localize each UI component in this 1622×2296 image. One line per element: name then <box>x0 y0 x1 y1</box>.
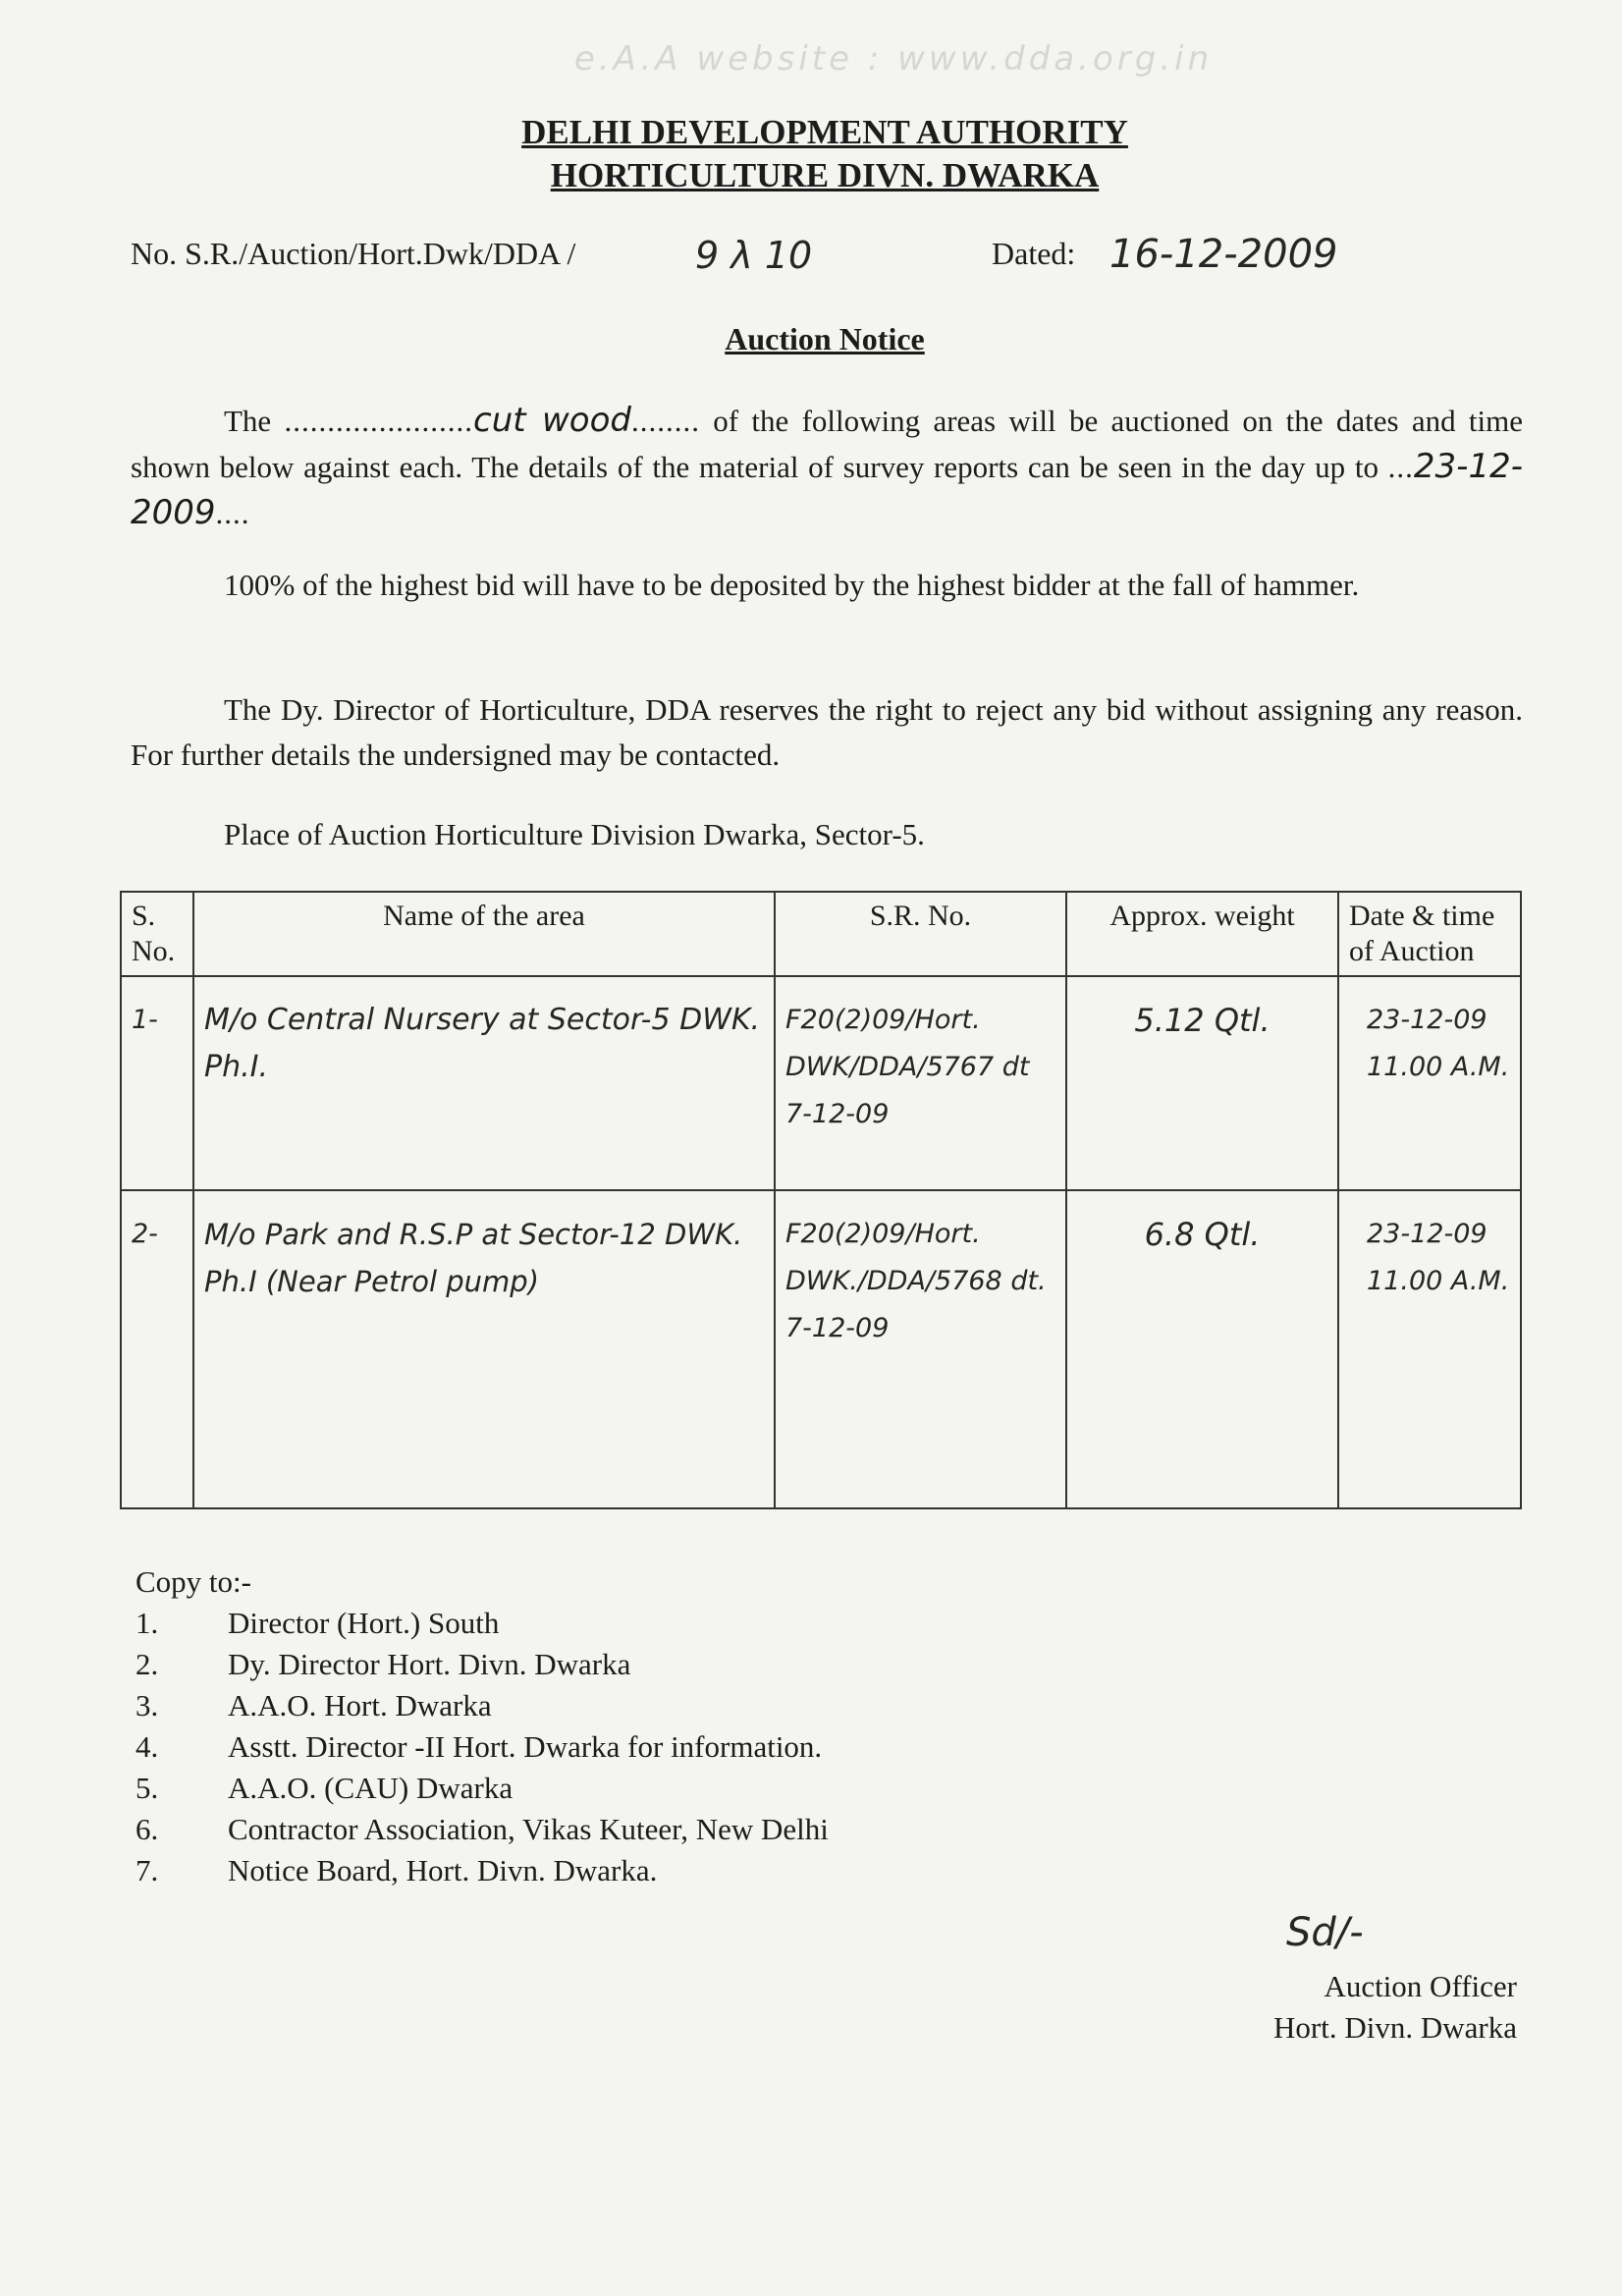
list-item: 6. Contractor Association, Vikas Kuteer, New Delhi <box>135 1812 829 1846</box>
col-header-sno: S. No. <box>121 892 193 976</box>
list-item: 7. Notice Board, Hort. Divn. Dwarka. <box>135 1853 658 1887</box>
copy-to-label: Copy to:- <box>135 1564 251 1599</box>
dotted-blank: ...................... <box>284 404 474 438</box>
col-header-date-time: Date & time of Auction <box>1338 892 1521 976</box>
col-header-area: Name of the area <box>193 892 775 976</box>
cell-area: M/o Central Nursery at Sector-5 DWK. Ph.I. <box>193 976 775 1190</box>
organization-heading: DELHI DEVELOPMENT AUTHORITY <box>521 113 1128 151</box>
cell-date-time: 23-12-09 11.00 A.M. <box>1338 976 1521 1190</box>
table-row <box>121 976 1521 1190</box>
division-heading: HORTICULTURE DIVN. DWARKA <box>550 156 1100 194</box>
notice-paragraph-2 <box>131 563 1523 608</box>
table-header-row <box>121 892 1521 976</box>
cell-sr-no: F20(2)09/Hort. DWK./DDA/5768 dt. 7-12-09 <box>775 1190 1066 1508</box>
cell-weight: 6.8 Qtl. <box>1066 1190 1338 1508</box>
notice-paragraph-3 <box>131 687 1523 778</box>
cell-weight: 5.12 Qtl. <box>1066 976 1338 1190</box>
reference-number-handwritten: 9 λ 10 <box>695 234 813 277</box>
col-header-weight: Approx. weight <box>1066 892 1338 976</box>
notice-paragraph-1 <box>131 398 1523 536</box>
notice-title: Auction Notice <box>725 321 925 356</box>
list-item: 2. Dy. Director Hort. Divn. Dwarka <box>135 1647 631 1681</box>
cell-date-time: 23-12-09 11.00 A.M. <box>1338 1190 1521 1508</box>
cell-area: M/o Park and R.S.P at Sector-12 DWK. Ph.I (Near Petrol pump) <box>193 1190 775 1508</box>
dotted-blank: ... <box>1387 450 1414 484</box>
inspection-date-handwritten: 23-12-2009 <box>131 447 1523 532</box>
signatory-designation: Auction Officer <box>1324 1969 1517 2003</box>
copy-to-section <box>135 1561 829 1891</box>
table-row <box>121 1190 1521 1508</box>
date-label: Dated: <box>992 236 1076 271</box>
cell-sno: 1- <box>121 976 193 1190</box>
list-item: 5. A.A.O. (CAU) Dwarka <box>135 1771 514 1805</box>
deposit-text: 100% of the highest bid will have to be deposited by the highest bidder at the fall of hammer. <box>224 568 1360 602</box>
rights-text: The Dy. Director of Horticulture, DDA reserves the right to reject any bid without assigning any reason. For further details the undersigned may be contacted. <box>131 692 1523 772</box>
list-item: 1. Director (Hort.) South <box>135 1606 500 1640</box>
list-item: 3. A.A.O. Hort. Dwarka <box>135 1688 492 1722</box>
copy-to-list <box>135 1603 829 1891</box>
p1-start: The <box>224 404 272 438</box>
col-header-sr-no: S.R. No. <box>775 892 1066 976</box>
p1-body: of the following areas will be auctioned on the dates and time shown below against each. The details of the material of survey reports can be seen in the day up to <box>131 404 1523 484</box>
reference-label: No. S.R./Auction/Hort.Dwk/DDA / <box>131 236 576 271</box>
cell-sr-no: F20(2)09/Hort. DWK/DDA/5767 dt 7-12-09 <box>775 976 1066 1190</box>
auction-table <box>120 891 1522 1509</box>
material-handwritten: cut wood <box>473 401 631 440</box>
cell-sno: 2- <box>121 1190 193 1508</box>
date-handwritten: 16-12-2009 <box>1109 232 1338 277</box>
signatory-office: Hort. Divn. Dwarka <box>1273 2010 1517 2045</box>
auction-place: Place of Auction Horticulture Division Dwarka, Sector-5. <box>224 817 925 851</box>
signature-scrawl: Sd/- <box>1286 1910 1364 1955</box>
list-item: 4. Asstt. Director -II Hort. Dwarka for information. <box>135 1729 823 1764</box>
faded-watermark: e.A.A website : www.dda.org.in <box>573 39 1214 79</box>
dotted-blank: .... <box>215 496 250 530</box>
dotted-blank: ........ <box>630 404 700 438</box>
